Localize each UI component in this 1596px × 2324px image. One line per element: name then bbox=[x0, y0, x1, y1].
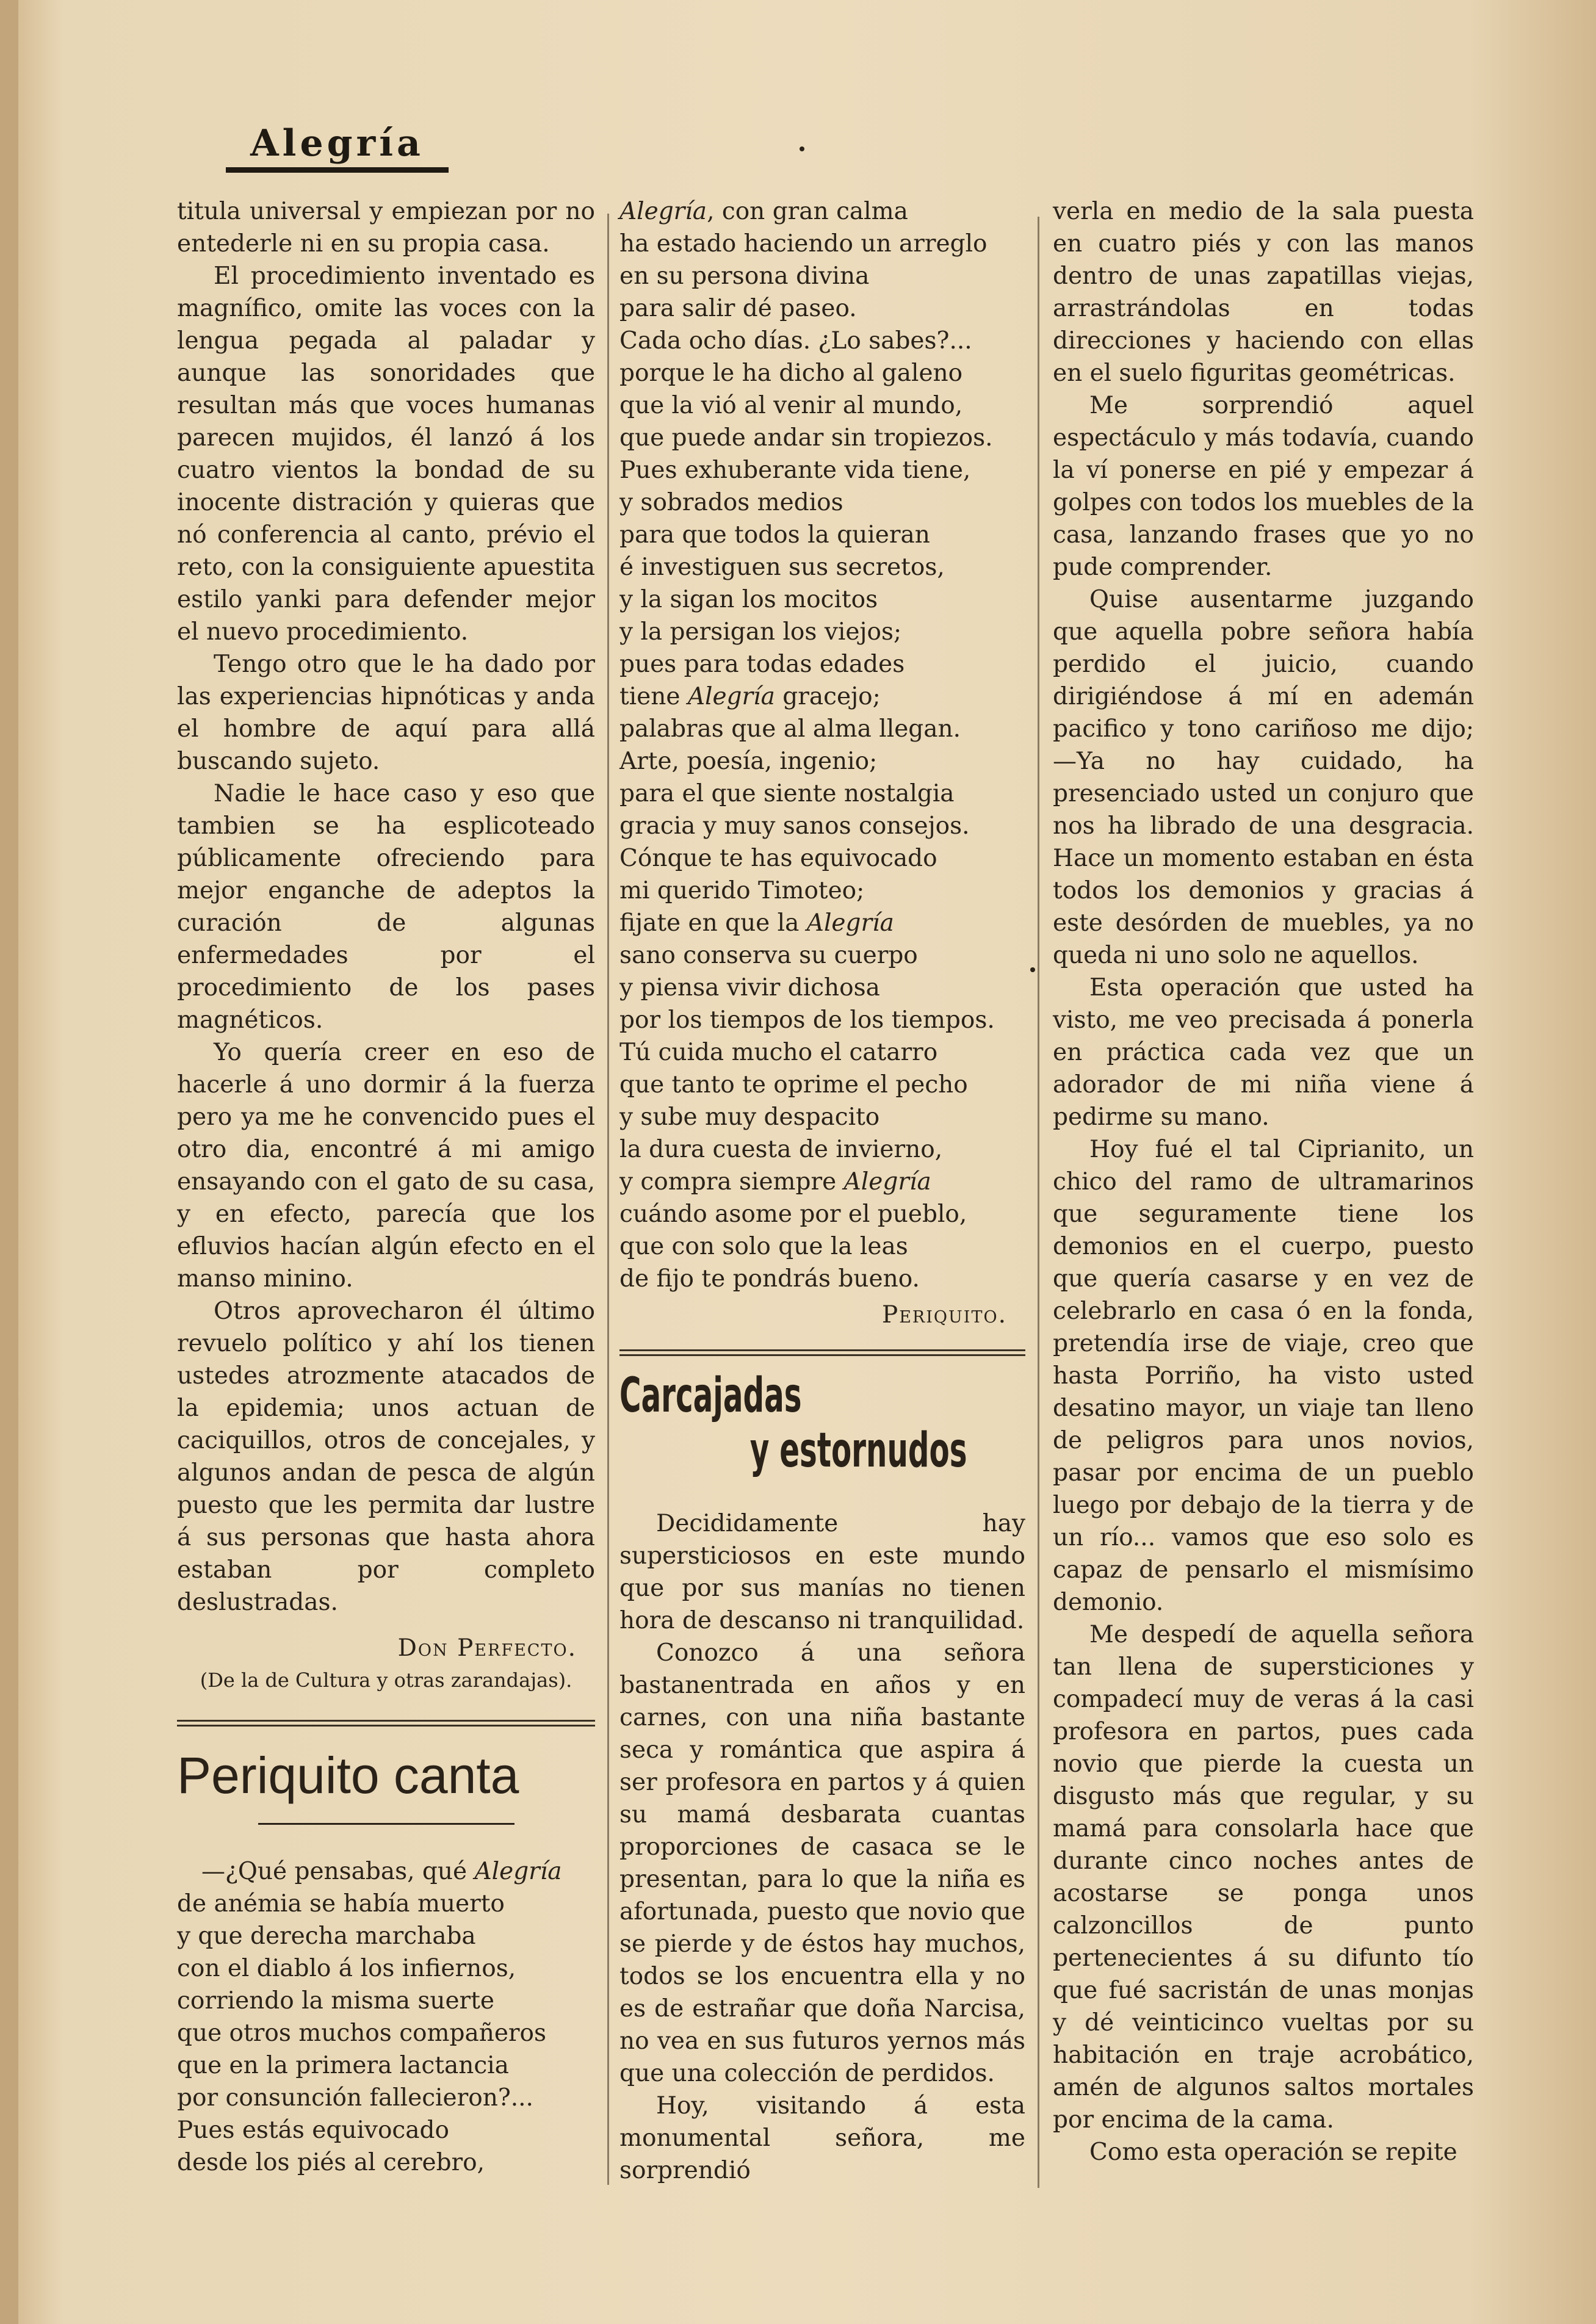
poem-line: que otros muchos compañeros bbox=[177, 2019, 547, 2047]
poem-line: —¿Qué pensabas, qué Alegría bbox=[201, 1858, 562, 1885]
section-title-line-1: Carcajadas bbox=[619, 1368, 802, 1423]
paragraph: Nadie le hace caso y eso que tambien se ha esplicoteado públicamente ofreciendo para mejor enganche de adeptos la curación de algunas enfermedades por el procedimiento de los pases magnéticos. bbox=[177, 780, 595, 1034]
section-title-line-2: y estornudos bbox=[749, 1423, 967, 1478]
section-divider bbox=[619, 1349, 1025, 1356]
title-rule bbox=[258, 1823, 515, 1825]
poem-line: y piensa vivir dichosa bbox=[619, 974, 880, 1001]
column-2 bbox=[619, 195, 1025, 2187]
poem-line: gracia y muy sanos consejos. bbox=[619, 812, 970, 840]
poem-line: para salir dé paseo. bbox=[619, 295, 857, 322]
poem-line: y sube muy despacito bbox=[619, 1103, 880, 1131]
article-source: (De la de Cultura y otras zarandajas). bbox=[200, 1669, 572, 1692]
paragraph: Esta operación que usted ha visto, me veo precisada á ponerla en práctica cada vez que un adorador de mi niña viene á pedirme su mano. bbox=[1053, 974, 1474, 1131]
paragraph: verla en medio de la sala puesta en cuatro piés y con las manos dentro de unas zapatillas viejas, arrastrándolas en todas direcciones y haciendo con ellas en el suelo figuritas geométricas. bbox=[1053, 198, 1474, 387]
poem-line: que con solo que la leas bbox=[619, 1233, 908, 1260]
poem-line: por consunción fallecieron?... bbox=[177, 2084, 533, 2112]
poem-line: Pues estás equivocado bbox=[177, 2116, 449, 2144]
poem-line: de anémia se había muerto bbox=[177, 1890, 505, 1918]
poem-line: que la vió al venir al mundo, bbox=[619, 392, 963, 419]
poem-line: que puede andar sin tropiezos. bbox=[619, 424, 993, 452]
poem-line: Cada ocho días. ¿Lo sabes?... bbox=[619, 327, 972, 355]
paragraph: Yo quería creer en eso de hacerle á uno dormir á la fuerza pero ya me he convencido pues el otro dia, encontré á mi amigo ensayando con el gato de su casa, y en efecto, parecía que los efluvios hacían algún efecto en el manso minino. bbox=[177, 1039, 595, 1293]
poem-line: é investiguen sus secretos, bbox=[619, 554, 945, 581]
poem-line: con el diablo á los infiernos, bbox=[177, 1955, 516, 1982]
column-rule bbox=[1038, 217, 1039, 2188]
paragraph: El procedimiento inventado es magnífico, omite las voces con la lengua pegada al paladar y aunque las sonoridades que resultan más que voces humanas parecen mujidos, él lanzó á los cuatro vientos la bondad de su inocente distración y quieras que nó conferencia al canto, prévio el reto, con la consiguiente apuestita estilo yanki para defender mejor el nuevo procedimiento. bbox=[177, 262, 595, 646]
poem-line: para que todos la quieran bbox=[619, 521, 930, 549]
paragraph: Hoy fué el tal Ciprianito, un chico del ramo de ultramarinos que seguramente tiene los demonios en el cuerpo, puesto que quería casarse y en vez de celebrarlo en casa ó en la fonda, pretendía irse de viaje, creo que hasta Porriño, ha visto usted desatino mayor, un viaje tan lleno de peligros para unos novios, pasar por encima de un pueblo luego por debajo de la tierra y de un río... vamos que eso solo es capaz de pensarlo el mismísimo demonio. bbox=[1053, 1136, 1474, 1616]
poem-line: corriendo la misma suerte bbox=[177, 1987, 494, 2015]
poem-line: Arte, poesía, ingenio; bbox=[619, 748, 878, 775]
poem-line: que en la primera lactancia bbox=[177, 2052, 509, 2079]
masthead bbox=[226, 122, 449, 177]
poem-line: Alegría, con gran calma bbox=[619, 198, 908, 225]
poem-line: Tú cuida mucho el catarro bbox=[619, 1039, 938, 1066]
paragraph: Me sorprendió aquel espectáculo y más todavía, cuando la ví ponerse en pié y empezar á golpes con todos los muebles de la casa, lanzando frases que yo no pude comprender. bbox=[1053, 392, 1474, 581]
poem-line: desde los piés al cerebro, bbox=[177, 2149, 485, 2176]
poem-line: cuándo asome por el pueblo, bbox=[619, 1200, 967, 1228]
poem-line: y sobrados medios bbox=[619, 489, 843, 516]
poem-line: Cónque te has equivocado bbox=[619, 845, 937, 872]
poem-line: Pues exhuberante vida tiene, bbox=[619, 457, 971, 484]
paragraph: titula universal y empiezan por no entederle ni en su propia casa. bbox=[177, 198, 595, 258]
poem-line: fijate en que la Alegría bbox=[619, 909, 894, 937]
signature-don-perfecto: Don Perfecto. bbox=[397, 1634, 577, 1662]
poem-line: para el que siente nostalgia bbox=[619, 780, 955, 807]
poem-line: y que derecha marchaba bbox=[177, 1922, 476, 1950]
column-rule bbox=[607, 214, 609, 2185]
poem-line: porque le ha dicho al galeno bbox=[619, 359, 963, 387]
poem-line: por los tiempos de los tiempos. bbox=[619, 1006, 995, 1034]
ink-dot bbox=[1030, 967, 1035, 972]
paragraph: Decididamente hay supersticiosos en este mundo que por sus manías no tienen hora de descanso ni tranquilidad. bbox=[619, 1510, 1025, 1634]
paragraph: Conozco á una señora bastanentrada en años y en carnes, con una niña bastante seca y romántica que aspira á ser profesora en partos y á quien su mamá desbarata cuantas proporciones de casaca se le presentan, para lo que la niña es afortunada, puesto que novio que se pierde y de éstos hay muchos, todos se los encuentra ella y no es de estrañar que doña Narcisa, no vea en sus futuros yernos más que una colección de perdidos. bbox=[619, 1639, 1025, 2087]
masthead-rule bbox=[226, 167, 449, 173]
poem-line: y la persigan los viejos; bbox=[619, 618, 902, 646]
poem-line: mi querido Timoteo; bbox=[619, 877, 865, 904]
paragraph: Hoy, visitando á esta monumental señora, me sorprendió bbox=[619, 2092, 1025, 2184]
poem-line: palabras que al alma llegan. bbox=[619, 715, 961, 743]
signature-periquito: Periquito. bbox=[881, 1301, 1007, 1329]
poem-line: que tanto te oprime el pecho bbox=[619, 1071, 968, 1099]
paragraph: Quise ausentarme juzgando que aquella pobre señora había perdido el juicio, cuando dirigiéndose á mí en ademán pacifico y tono cariñoso me dijo; —Ya no hay cuidado, ha presenciado usted un conjuro que nos ha librado de una desgracia. Hace un momento estaban en ésta todos los demonios y gracias á este desórden de muebles, ya no queda ni uno solo ne aquellos. bbox=[1053, 586, 1474, 969]
poem-line: pues para todas edades bbox=[619, 651, 905, 678]
ink-dot bbox=[800, 146, 804, 151]
poem-line: en su persona divina bbox=[619, 262, 870, 290]
page-edge bbox=[0, 0, 18, 2324]
section-divider bbox=[177, 1720, 595, 1727]
masthead-title: Alegría bbox=[250, 122, 424, 165]
paragraph: Otros aprovecharon él último revuelo político y ahí los tienen ustedes atrozmente atacados de la epidemia; unos actuan de caciquillos, otros de concejales, y algunos andan de pesca de algún puesto que les permita dar lustre á sus personas que hasta ahora estaban por completo deslustradas. bbox=[177, 1297, 595, 1616]
column-1 bbox=[177, 195, 595, 2179]
poem-line: la dura cuesta de invierno, bbox=[619, 1136, 943, 1163]
poem-title: Periquito canta bbox=[177, 1747, 519, 1804]
paragraph: Me despedí de aquella señora tan llena de supersticiones y compadecí muy de veras á la casi profesora en partos, pues cada novio que pierde la cuesta un disgusto más que regular, y su mamá para consolarla hace que durante cinco noches antes de acostarse se ponga unos calzoncillos de punto pertenecientes á su difunto tío que fué sacristán de unas monjas y dé veinticinco vueltas por su habitación en traje acrobático, amén de algunos saltos mortales por encima de la cama. bbox=[1053, 1621, 1474, 2134]
poem-line: y la sigan los mocitos bbox=[619, 586, 878, 613]
column-3 bbox=[1053, 195, 1474, 2168]
paragraph: Tengo otro que le ha dado por las experiencias hipnóticas y anda el hombre de aquí para allá buscando sujeto. bbox=[177, 651, 595, 775]
poem-line: tiene Alegría gracejo; bbox=[619, 683, 881, 710]
poem-line: y compra siempre Alegría bbox=[619, 1168, 931, 1196]
poem-line: ha estado haciendo un arreglo bbox=[619, 230, 988, 258]
poem-line: sano conserva su cuerpo bbox=[619, 942, 918, 969]
paragraph: Como esta operación se repite bbox=[1089, 2138, 1457, 2166]
poem-line: de fijo te pondrás bueno. bbox=[619, 1265, 920, 1293]
